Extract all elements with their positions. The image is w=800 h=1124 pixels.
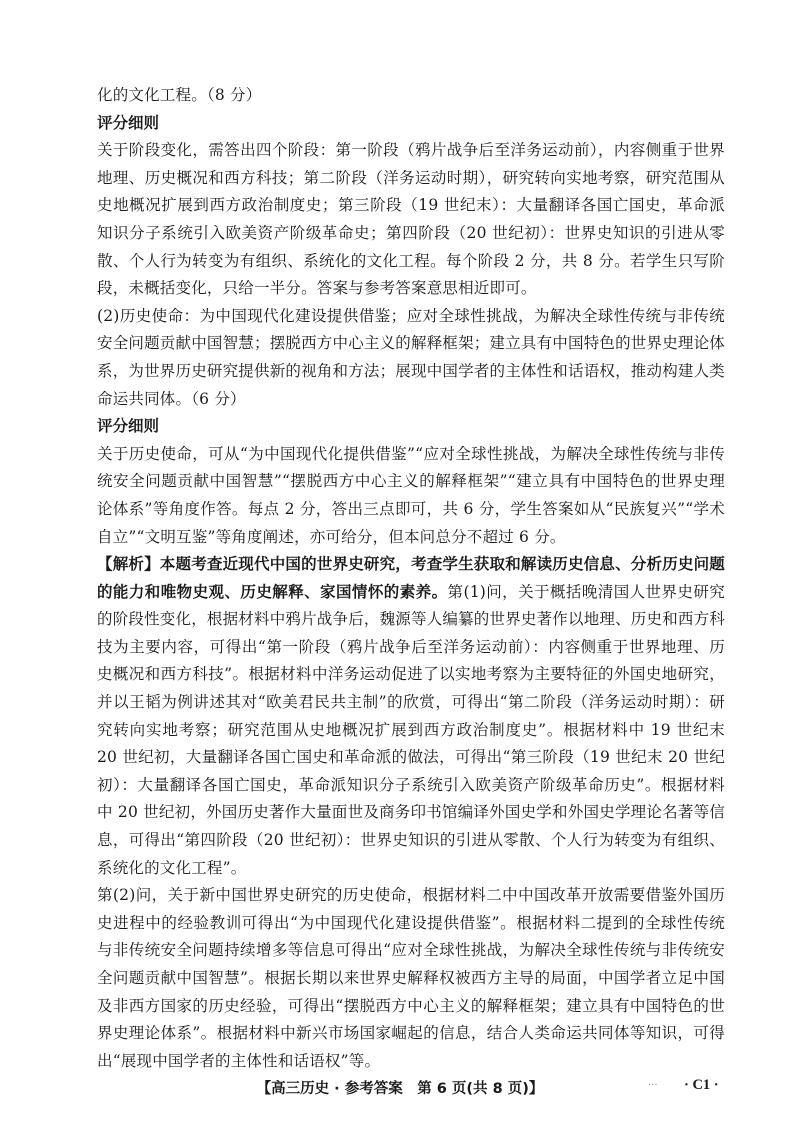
rubric-paragraph-2: 关于历史使命，可从“为中国现代化提供借鉴”“应对全球性挑战，为解决全球性传统与非传统安全问题贡献中国智慧”“摆脱西方中心主义的解释框架”“建立具有中国特色的世界史理论体系”等角度作答。每点 2 分，答出三点即可，共 6 分，学生答案如从“民族复兴”“学术自立”“文明互鉴”等角度阐述，亦可给分，但本问总分不超过 6 分。 bbox=[97, 444, 725, 546]
analysis-lead: 【解析】本题考查近现代中国的世界史研究，考查学生获取和解读历史信息、分析历史问题的能力和唯物史观、历史解释、家国情怀的素养。 bbox=[97, 555, 726, 601]
rubric-paragraph-1: 关于阶段变化，需答出四个阶段：第一阶段（鸦片战争后至洋务运动前），内容侧重于世界地理、历史概况和西方科技；第二阶段（洋务运动时期），研究转向实地考察，研究范围从史地概况扩展到西方政治制度史；第三阶段（19 世纪末）：大量翻译各国亡国史，革命派知识分子系统引入欧美资产阶级革命史；第四阶段（20 世纪初）：世界史知识的引进从零散、个人行为转变为有组织、系统化的文化工程。每个阶段 2 分，共 8 分。若学生只写阶段，未概括变化，只给一半分。答案与参考答案意思相近即可。 bbox=[97, 141, 725, 298]
analysis-body: 第(1)问，关于概括晚清国人世界史研究的阶段性变化，根据材料中鸦片战争后，魏源等人编纂的世界史著作以地理、历史和西方科技为主要内容，可得出“第一阶段（鸦片战争后至洋务运动前）：内容侧重于世界地理、历史概况和西方科技”。根据材料中洋务运动促进了以实地考察为主要特征的外国史地研究，并以王韬为例讲述其对“欧美君民共主制”的欣赏，可得出“第二阶段（洋务运动时期）：研究转向实地考察；研究范围从史地概况扩展到西方政治制度史”。根据材料中 19 世纪末 20 世纪初，大量翻译各国亡国史和革命派的做法，可得出“第三阶段（19 世纪末 20 世纪初）：大量翻译各国亡国史，革命派知识分子系统引入欧美资产阶级革命历史”。根据材料中 20 世纪初，外国历史著作大量面世及商务印书馆编译外国史学和外国史学理论名著等信息，可得出“第四阶段（20 世纪初）：世界史知识的引进从零散、个人行为转变为有组织、系统化的文化工程”。 bbox=[97, 582, 726, 877]
analysis-part2-paragraph: 第(2)问，关于新中国世界史研究的历史使命，根据材料二中中国改革开放需要借鉴外国历史进程中的经验教训可得出“为中国现代化建设提供借鉴”。根据材料二提到的全球性传统与非传统安全问题持续增多等信息可得出“应对全球性挑战，为解决全球性传统与非传统安全问题贡献中国智慧”。根据长期以来世界史解释权被西方主导的局面，中国学者立足中国及非西方国家的历史经验，可得出“摆脱西方中心主义的解释框架；建立具有中国特色的世界史理论体系”。根据材料中新兴市场国家崛起的信息，结合人类命运共同体等知识，可得出“展现中国学者的主体性和话语权”等。 bbox=[97, 886, 725, 1070]
intro-line: 化的文化工程。（8 分） bbox=[97, 86, 262, 104]
rubric-heading-2: 评分细则 bbox=[97, 417, 160, 436]
footer-page-info: 【高三历史 · 参考答案 第 6 页(共 8 页)】 bbox=[256, 1081, 544, 1097]
page-footer bbox=[0, 1077, 800, 1101]
answer-paragraph-2: (2)历史使命：为中国现代化建设提供借鉴；应对全球性挑战，为解决全球性传统与非传统安全问题贡献中国智慧；摆脱西方中心主义的解释框架；建立具有中国特色的世界史理论体系，为世界历史研究提供新的视角和方法；展现中国学者的主体性和话语权，推动构建人类命运共同体。（6 分） bbox=[97, 306, 726, 408]
rubric-heading-1: 评分细则 bbox=[97, 113, 160, 132]
analysis-paragraph bbox=[97, 551, 725, 882]
footer-dots: ... bbox=[648, 1077, 658, 1088]
footer-version-code: · C1 · bbox=[684, 1077, 719, 1093]
answer-page bbox=[97, 82, 725, 1075]
